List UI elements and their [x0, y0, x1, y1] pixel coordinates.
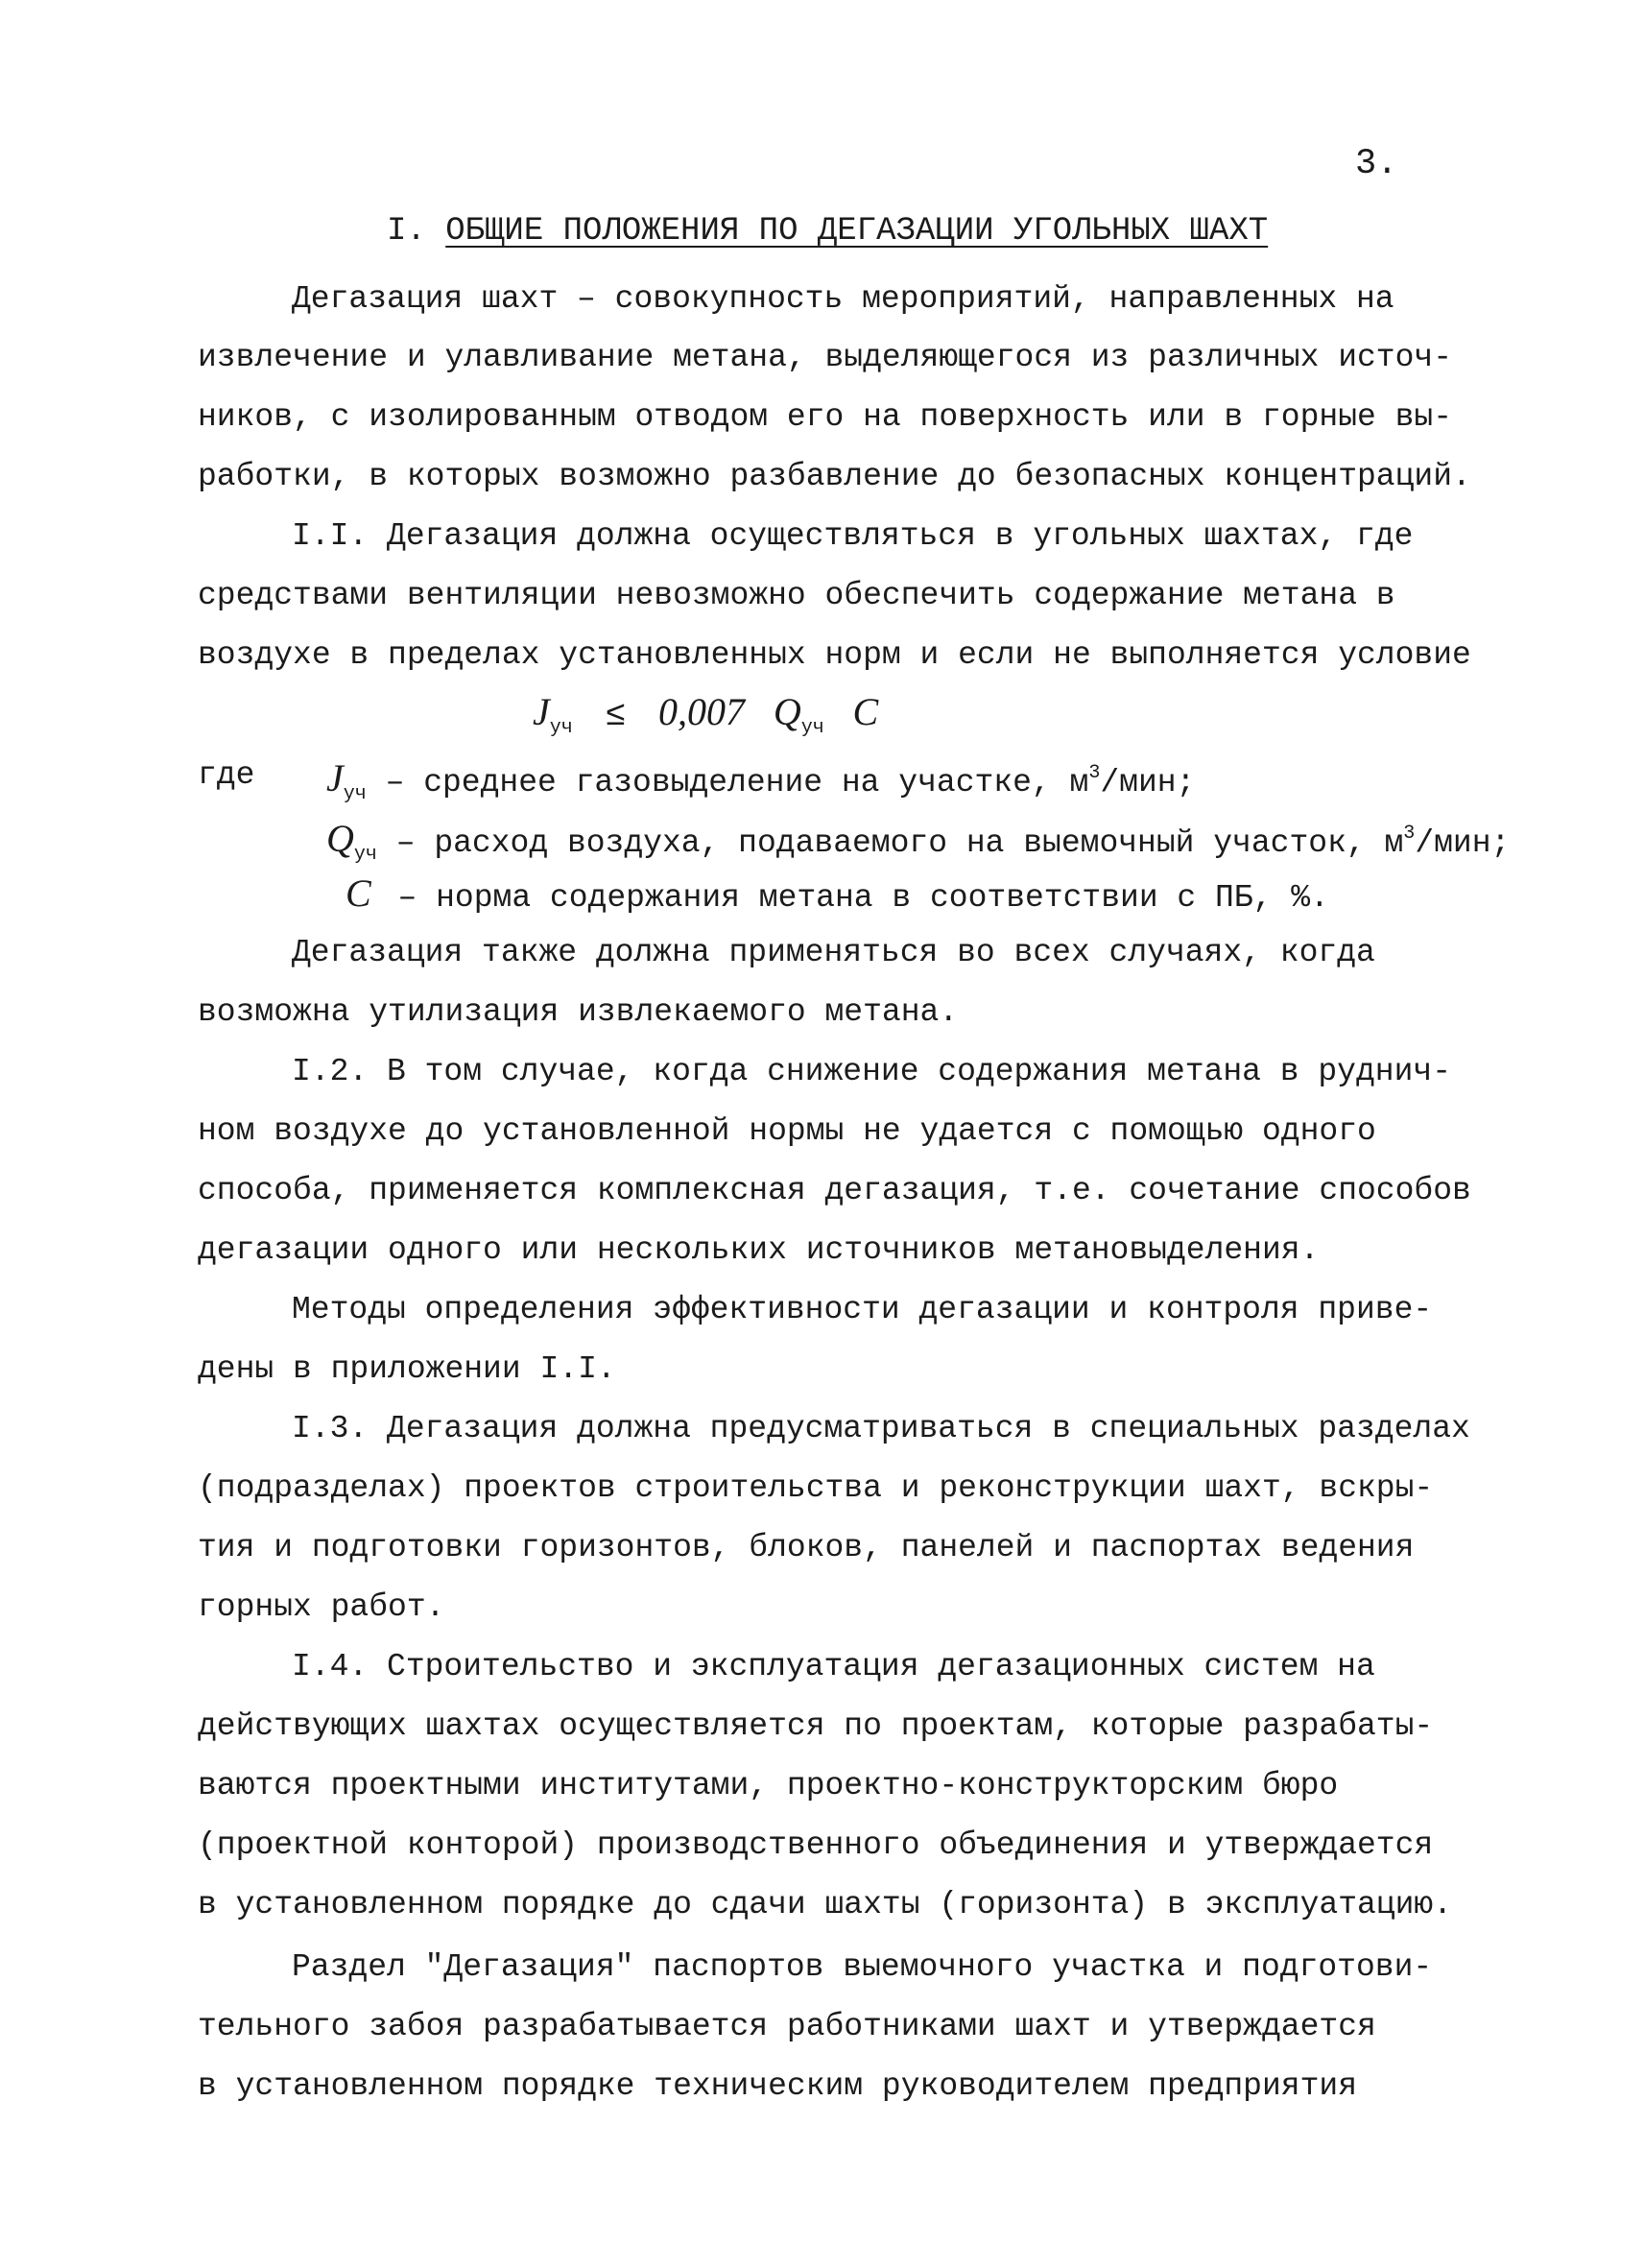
p1-4-line-2: действующих шахтах осуществляется по проектам, которые разрабаты-: [198, 1708, 1434, 1744]
also-line-1: Дегазация также должна применяться во всех случаях, когда: [292, 935, 1375, 970]
formula-coef: 0,007: [658, 690, 746, 733]
section-heading: [387, 213, 1268, 250]
section-line-1: Раздел "Дегазация" паспортов выемочного участка и подготови-: [292, 1949, 1433, 1985]
p1-1-line-1: I.I. Дегазация должна осуществляться в угольных шахтах, где: [292, 518, 1414, 554]
section-line-3: в установленном порядке техническим руководителем предприятия: [198, 2068, 1357, 2104]
def-tail: /мин;: [1415, 825, 1511, 861]
also-line-2: возможна утилизация извлекаемого метана.: [198, 994, 959, 1030]
formula-c: С: [852, 690, 879, 733]
section-title: ОБЩИЕ ПОЛОЖЕНИЯ ПО ДЕГАЗАЦИИ УГОЛЬНЫХ ШАХТ: [445, 213, 1269, 250]
def-text: – норма содержания метана в соответствии с ПБ, %.: [397, 880, 1329, 916]
intro-line-1: Дегазация шахт – совокупность мероприятий, направленных на: [292, 281, 1394, 317]
def-tail: /мин;: [1100, 765, 1196, 800]
p1-3-line-3: тия и подготовки горизонтов, блоков, панелей и паспортах ведения: [198, 1530, 1415, 1565]
intro-line-2: извлечение и улавливание метана, выделяющегося из различных источ-: [198, 340, 1453, 375]
intro-line-4: работки, в которых возможно разбавление до безопасных концентраций.: [198, 459, 1471, 494]
formula-j-sub: уч: [549, 717, 573, 739]
p1-4-line-4: (проектной конторой) производственного объединения и утверждается: [198, 1827, 1434, 1863]
def-text: – расход воздуха, подаваемого на выемочный участок, м: [395, 825, 1404, 861]
p1-1-line-2: средствами вентиляции невозможно обеспечить содержание метана в: [198, 578, 1395, 613]
methods-line-1: Методы определения эффективности дегазации и контроля приве-: [292, 1292, 1433, 1327]
p1-2-line-2: ном воздухе до установленной нормы не удается с помощью одного: [198, 1113, 1376, 1149]
methods-line-2: дены в приложении I.I.: [198, 1351, 616, 1387]
section-number: I.: [387, 213, 426, 250]
p1-1-line-3: воздухе в пределах установленных норм и если не выполняется условие: [198, 637, 1471, 673]
section-line-2: тельного забоя разрабатывается работниками шахт и утверждается: [198, 2009, 1376, 2044]
def-sub: уч: [343, 783, 367, 805]
def-sup: 3: [1088, 762, 1101, 784]
p1-3-line-2: (подразделах) проектов строительства и реконструкции шахт, вскры-: [198, 1470, 1434, 1506]
formula-q: Q: [773, 690, 801, 733]
formula-j: J: [533, 690, 550, 733]
p1-4-line-5: в установленном порядке до сдачи шахты (горизонта) в эксплуатацию.: [198, 1887, 1453, 1922]
p1-2-line-1: I.2. В том случае, когда снижение содержания метана в руднич-: [292, 1054, 1451, 1089]
def-symbol: С: [345, 871, 371, 915]
p1-2-line-4: дегазации одного или нескольких источников метановыделения.: [198, 1232, 1320, 1268]
def-text: – среднее газовыделение на участке, м: [385, 765, 1089, 800]
definition-c: [345, 869, 1329, 923]
condition-formula: [533, 687, 878, 753]
page-number: 3.: [1355, 144, 1398, 184]
p1-2-line-3: способа, применяется комплексная дегазация, т.е. сочетание способов: [198, 1173, 1471, 1208]
def-sup: 3: [1403, 823, 1416, 845]
where-word: где: [198, 757, 255, 793]
formula-leq: ≤: [605, 696, 627, 735]
p1-3-line-4: горных работ.: [198, 1589, 445, 1625]
intro-line-3: ников, с изолированным отводом его на поверхность или в горные вы-: [198, 399, 1453, 435]
p1-4-line-1: I.4. Строительство и эксплуатация дегазационных систем на: [292, 1649, 1375, 1684]
def-symbol: J: [326, 756, 344, 800]
def-symbol: Q: [326, 817, 354, 860]
def-sub: уч: [353, 844, 377, 866]
p1-3-line-1: I.3. Дегазация должна предусматриваться в специальных разделах: [292, 1411, 1470, 1446]
p1-4-line-3: ваются проектными институтами, проектно-конструкторским бюро: [198, 1768, 1339, 1803]
formula-q-sub: уч: [800, 717, 824, 739]
